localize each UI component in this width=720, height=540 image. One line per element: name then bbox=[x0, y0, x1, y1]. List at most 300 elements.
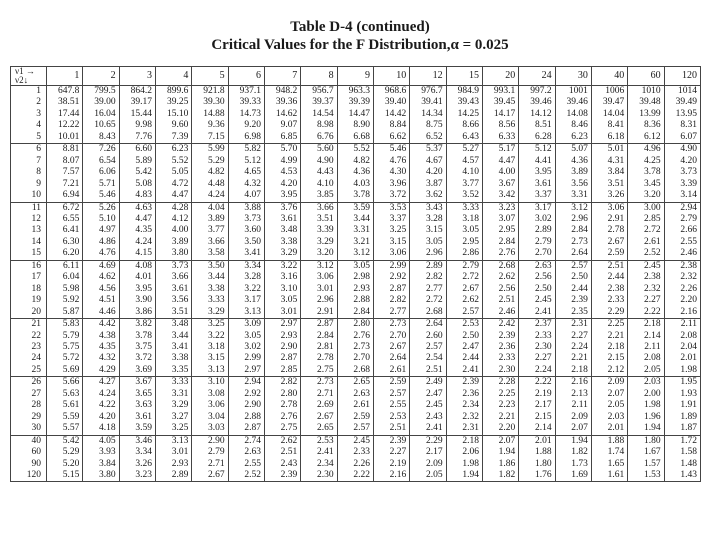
table-cell: 2.43 bbox=[264, 459, 300, 470]
table-cell: 2.05 bbox=[410, 470, 446, 482]
table-cell: 1.72 bbox=[664, 435, 700, 447]
table-cell: 1.69 bbox=[555, 470, 591, 482]
table-cell: 2.38 bbox=[664, 260, 700, 272]
table-cell: 2.27 bbox=[519, 353, 555, 364]
table-cell: 2.64 bbox=[555, 248, 591, 260]
row-header: 28 bbox=[11, 400, 47, 411]
table-row bbox=[11, 144, 701, 156]
table-cell: 3.50 bbox=[228, 237, 264, 248]
table-cell: 2.52 bbox=[628, 248, 664, 260]
row-header: 10 bbox=[11, 190, 47, 202]
table-cell: 3.06 bbox=[192, 400, 228, 411]
table-cell: 4.20 bbox=[264, 179, 300, 190]
table-cell: 2.62 bbox=[446, 295, 482, 306]
table-cell: 993.1 bbox=[482, 86, 518, 98]
table-cell: 1.86 bbox=[482, 459, 518, 470]
table-cell: 3.28 bbox=[410, 214, 446, 225]
row-header: 7 bbox=[11, 156, 47, 167]
table-cell: 2.46 bbox=[664, 248, 700, 260]
table-cell: 2.74 bbox=[228, 435, 264, 447]
table-cell: 2.47 bbox=[446, 342, 482, 353]
table-cell: 948.2 bbox=[264, 86, 300, 98]
row-header: 8 bbox=[11, 167, 47, 178]
table-cell: 864.2 bbox=[119, 86, 155, 98]
table-cell: 2.92 bbox=[228, 389, 264, 400]
table-cell: 3.25 bbox=[155, 423, 191, 435]
table-cell: 39.43 bbox=[446, 97, 482, 108]
table-cell: 3.15 bbox=[373, 237, 409, 248]
table-cell: 14.42 bbox=[373, 109, 409, 120]
table-cell: 2.95 bbox=[482, 225, 518, 236]
table-cell: 2.77 bbox=[373, 307, 409, 319]
column-header: 9 bbox=[337, 67, 373, 86]
table-cell: 14.34 bbox=[410, 109, 446, 120]
table-cell: 3.95 bbox=[119, 284, 155, 295]
table-cell: 2.27 bbox=[373, 447, 409, 458]
table-cell: 4.20 bbox=[664, 156, 700, 167]
table-cell: 1.58 bbox=[664, 447, 700, 458]
table-cell: 2.50 bbox=[446, 331, 482, 342]
table-cell: 8.56 bbox=[482, 120, 518, 131]
table-cell: 2.44 bbox=[591, 272, 627, 283]
table-cell: 4.01 bbox=[119, 272, 155, 283]
table-cell: 3.29 bbox=[155, 400, 191, 411]
table-row bbox=[11, 319, 701, 331]
table-cell: 3.89 bbox=[192, 214, 228, 225]
table-cell: 4.76 bbox=[83, 248, 119, 260]
table-cell: 3.51 bbox=[591, 179, 627, 190]
table-cell: 2.78 bbox=[301, 353, 337, 364]
table-row bbox=[11, 86, 701, 98]
table-cell: 3.78 bbox=[628, 167, 664, 178]
row-header: 22 bbox=[11, 331, 47, 342]
table-cell: 2.61 bbox=[337, 400, 373, 411]
table-cell: 2.39 bbox=[555, 295, 591, 306]
table-cell: 8.46 bbox=[555, 120, 591, 131]
table-cell: 4.86 bbox=[83, 237, 119, 248]
table-cell: 39.39 bbox=[337, 97, 373, 108]
table-cell: 5.75 bbox=[47, 342, 83, 353]
table-cell: 2.57 bbox=[555, 260, 591, 272]
table-cell: 2.56 bbox=[482, 284, 518, 295]
title-block bbox=[0, 18, 720, 54]
table-cell: 1.73 bbox=[555, 459, 591, 470]
table-cell: 2.34 bbox=[301, 459, 337, 470]
table-cell: 39.37 bbox=[301, 97, 337, 108]
table-cell: 3.84 bbox=[591, 167, 627, 178]
table-cell: 3.27 bbox=[155, 412, 191, 423]
column-header: 10 bbox=[373, 67, 409, 86]
table-cell: 3.12 bbox=[555, 202, 591, 214]
table-cell: 2.87 bbox=[264, 353, 300, 364]
table-cell: 2.21 bbox=[591, 331, 627, 342]
table-cell: 6.41 bbox=[47, 225, 83, 236]
table-cell: 2.76 bbox=[264, 412, 300, 423]
table-cell: 5.17 bbox=[482, 144, 518, 156]
table-cell: 1.94 bbox=[482, 447, 518, 458]
table-cell: 38.51 bbox=[47, 97, 83, 108]
table-cell: 3.33 bbox=[446, 202, 482, 214]
table-cell: 5.15 bbox=[47, 470, 83, 482]
table-cell: 2.17 bbox=[519, 400, 555, 411]
table-cell: 3.48 bbox=[155, 319, 191, 331]
table-cell: 2.87 bbox=[301, 319, 337, 331]
table-cell: 2.33 bbox=[337, 447, 373, 458]
table-cell: 4.56 bbox=[83, 284, 119, 295]
table-row bbox=[11, 156, 701, 167]
table-row bbox=[11, 331, 701, 342]
table-cell: 6.12 bbox=[628, 132, 664, 144]
table-cell: 2.26 bbox=[664, 284, 700, 295]
table-cell: 3.23 bbox=[482, 202, 518, 214]
table-cell: 3.67 bbox=[119, 377, 155, 389]
table-cell: 3.78 bbox=[337, 190, 373, 202]
table-cell: 1.98 bbox=[446, 459, 482, 470]
table-cell: 13.99 bbox=[628, 109, 664, 120]
table-cell: 3.87 bbox=[410, 179, 446, 190]
table-cell: 39.45 bbox=[482, 97, 518, 108]
table-cell: 3.22 bbox=[192, 331, 228, 342]
table-cell: 4.82 bbox=[192, 167, 228, 178]
table-cell: 2.81 bbox=[301, 342, 337, 353]
table-cell: 2.16 bbox=[664, 307, 700, 319]
table-cell: 3.07 bbox=[482, 214, 518, 225]
table-cell: 9.07 bbox=[264, 120, 300, 131]
table-cell: 5.12 bbox=[228, 156, 264, 167]
table-cell: 3.85 bbox=[301, 190, 337, 202]
table-cell: 3.73 bbox=[155, 260, 191, 272]
table-cell: 39.41 bbox=[410, 97, 446, 108]
table-cell: 4.67 bbox=[410, 156, 446, 167]
table-cell: 2.79 bbox=[446, 260, 482, 272]
table-row bbox=[11, 400, 701, 411]
table-cell: 5.07 bbox=[555, 144, 591, 156]
table-cell: 4.30 bbox=[373, 167, 409, 178]
table-cell: 3.10 bbox=[264, 284, 300, 295]
corner-v1-label: ν1 → bbox=[15, 66, 35, 76]
table-cell: 14.12 bbox=[519, 109, 555, 120]
table-cell: 39.36 bbox=[264, 97, 300, 108]
table-cell: 2.26 bbox=[337, 459, 373, 470]
row-header: 18 bbox=[11, 284, 47, 295]
table-cell: 2.18 bbox=[446, 435, 482, 447]
table-cell: 5.89 bbox=[119, 156, 155, 167]
table-cell: 2.76 bbox=[337, 331, 373, 342]
table-row bbox=[11, 225, 701, 236]
table-cell: 5.42 bbox=[47, 435, 83, 447]
table-cell: 2.43 bbox=[410, 412, 446, 423]
table-row bbox=[11, 435, 701, 447]
table-cell: 39.46 bbox=[555, 97, 591, 108]
table-cell: 2.70 bbox=[337, 353, 373, 364]
table-cell: 8.43 bbox=[83, 132, 119, 144]
table-cell: 3.15 bbox=[192, 353, 228, 364]
table-cell: 2.25 bbox=[591, 319, 627, 331]
table-cell: 8.66 bbox=[446, 120, 482, 131]
table-cell: 2.97 bbox=[264, 319, 300, 331]
table-cell: 1.43 bbox=[664, 470, 700, 482]
table-cell: 5.29 bbox=[47, 447, 83, 458]
table-cell: 2.04 bbox=[664, 342, 700, 353]
table-cell: 3.66 bbox=[192, 237, 228, 248]
table-cell: 5.52 bbox=[337, 144, 373, 156]
table-cell: 2.49 bbox=[410, 377, 446, 389]
table-cell: 2.07 bbox=[482, 435, 518, 447]
table-cell: 4.18 bbox=[83, 423, 119, 435]
table-cell: 4.10 bbox=[446, 167, 482, 178]
table-cell: 2.45 bbox=[628, 260, 664, 272]
table-cell: 2.85 bbox=[628, 214, 664, 225]
table-cell: 2.51 bbox=[482, 295, 518, 306]
table-cell: 4.48 bbox=[192, 179, 228, 190]
table-cell: 39.48 bbox=[628, 97, 664, 108]
table-cell: 4.62 bbox=[83, 272, 119, 283]
table-cell: 2.15 bbox=[519, 412, 555, 423]
table-cell: 2.78 bbox=[591, 225, 627, 236]
table-cell: 3.35 bbox=[155, 365, 191, 377]
table-row bbox=[11, 190, 701, 202]
table-cell: 3.73 bbox=[664, 167, 700, 178]
table-cell: 2.45 bbox=[410, 400, 446, 411]
table-cell: 8.84 bbox=[373, 120, 409, 131]
table-cell: 1.48 bbox=[664, 459, 700, 470]
table-cell: 6.54 bbox=[83, 156, 119, 167]
table-cell: 1.88 bbox=[591, 435, 627, 447]
table-cell: 2.99 bbox=[373, 260, 409, 272]
table-cell: 2.31 bbox=[446, 423, 482, 435]
table-cell: 14.17 bbox=[482, 109, 518, 120]
table-cell: 17.44 bbox=[47, 109, 83, 120]
table-cell: 3.86 bbox=[119, 307, 155, 319]
table-cell: 3.25 bbox=[192, 319, 228, 331]
table-cell: 4.63 bbox=[119, 202, 155, 214]
table-cell: 6.55 bbox=[47, 214, 83, 225]
column-header-row bbox=[11, 67, 701, 86]
table-cell: 956.7 bbox=[301, 86, 337, 98]
table-cell: 3.33 bbox=[192, 295, 228, 306]
table-cell: 3.89 bbox=[555, 167, 591, 178]
table-cell: 3.22 bbox=[264, 260, 300, 272]
table-cell: 4.83 bbox=[119, 190, 155, 202]
table-cell: 4.90 bbox=[664, 144, 700, 156]
table-cell: 2.39 bbox=[373, 435, 409, 447]
table-cell: 2.87 bbox=[373, 284, 409, 295]
table-cell: 6.62 bbox=[373, 132, 409, 144]
table-cell: 4.69 bbox=[83, 260, 119, 272]
table-cell: 3.02 bbox=[519, 214, 555, 225]
table-cell: 2.11 bbox=[628, 342, 664, 353]
corner-v2-label: ν2↓ bbox=[15, 75, 29, 85]
table-cell: 4.97 bbox=[83, 225, 119, 236]
table-cell: 3.38 bbox=[264, 237, 300, 248]
table-cell: 1.82 bbox=[555, 447, 591, 458]
table-cell: 5.59 bbox=[47, 412, 83, 423]
table-cell: 5.05 bbox=[155, 167, 191, 178]
table-cell: 4.96 bbox=[628, 144, 664, 156]
table-cell: 3.73 bbox=[228, 214, 264, 225]
table-cell: 8.81 bbox=[47, 144, 83, 156]
table-cell: 1001 bbox=[555, 86, 591, 98]
table-cell: 5.10 bbox=[83, 214, 119, 225]
table-cell: 984.9 bbox=[446, 86, 482, 98]
table-cell: 3.09 bbox=[228, 319, 264, 331]
row-header: 26 bbox=[11, 377, 47, 389]
table-cell: 2.09 bbox=[555, 412, 591, 423]
table-cell: 2.67 bbox=[591, 237, 627, 248]
table-cell: 2.80 bbox=[264, 389, 300, 400]
table-cell: 6.33 bbox=[482, 132, 518, 144]
table-cell: 2.33 bbox=[519, 331, 555, 342]
table-cell: 3.26 bbox=[119, 459, 155, 470]
table-row bbox=[11, 295, 701, 306]
table-cell: 2.89 bbox=[519, 225, 555, 236]
row-header: 25 bbox=[11, 365, 47, 377]
table-cell: 2.22 bbox=[628, 307, 664, 319]
table-cell: 2.90 bbox=[192, 435, 228, 447]
table-cell: 3.88 bbox=[228, 202, 264, 214]
table-cell: 2.84 bbox=[337, 307, 373, 319]
row-header: 6 bbox=[11, 144, 47, 156]
table-cell: 5.46 bbox=[373, 144, 409, 156]
table-cell: 3.69 bbox=[119, 365, 155, 377]
table-row bbox=[11, 284, 701, 295]
table-cell: 3.28 bbox=[228, 272, 264, 283]
table-cell: 2.29 bbox=[591, 307, 627, 319]
row-header: 9 bbox=[11, 179, 47, 190]
table-cell: 3.05 bbox=[228, 331, 264, 342]
column-header: 60 bbox=[628, 67, 664, 86]
table-cell: 2.89 bbox=[410, 260, 446, 272]
table-row bbox=[11, 447, 701, 458]
table-cell: 4.53 bbox=[264, 167, 300, 178]
table-cell: 2.55 bbox=[664, 237, 700, 248]
table-cell: 3.20 bbox=[301, 248, 337, 260]
table-cell: 3.17 bbox=[519, 202, 555, 214]
table-cell: 1.93 bbox=[664, 389, 700, 400]
row-header: 16 bbox=[11, 260, 47, 272]
table-cell: 3.90 bbox=[119, 295, 155, 306]
table-cell: 6.52 bbox=[410, 132, 446, 144]
table-cell: 3.39 bbox=[664, 179, 700, 190]
table-row bbox=[11, 365, 701, 377]
row-header: 1 bbox=[11, 86, 47, 98]
table-cell: 3.76 bbox=[264, 202, 300, 214]
table-cell: 4.51 bbox=[83, 295, 119, 306]
table-cell: 3.18 bbox=[446, 214, 482, 225]
table-cell: 2.96 bbox=[410, 248, 446, 260]
table-cell: 4.12 bbox=[155, 214, 191, 225]
table-cell: 3.29 bbox=[301, 237, 337, 248]
table-cell: 4.00 bbox=[155, 225, 191, 236]
table-cell: 3.01 bbox=[264, 307, 300, 319]
table-cell: 12.22 bbox=[47, 120, 83, 131]
row-header: 19 bbox=[11, 295, 47, 306]
table-row bbox=[11, 97, 701, 108]
table-cell: 3.23 bbox=[119, 470, 155, 482]
table-cell: 2.69 bbox=[301, 400, 337, 411]
table-cell: 5.66 bbox=[47, 377, 83, 389]
table-cell: 4.10 bbox=[301, 179, 337, 190]
table-row bbox=[11, 389, 701, 400]
table-cell: 5.69 bbox=[47, 365, 83, 377]
table-cell: 2.80 bbox=[337, 319, 373, 331]
table-cell: 5.12 bbox=[519, 144, 555, 156]
table-cell: 3.14 bbox=[664, 190, 700, 202]
table-cell: 5.63 bbox=[47, 389, 83, 400]
table-cell: 2.67 bbox=[192, 470, 228, 482]
table-cell: 2.93 bbox=[264, 331, 300, 342]
table-cell: 6.43 bbox=[446, 132, 482, 144]
table-cell: 3.39 bbox=[301, 225, 337, 236]
table-cell: 2.24 bbox=[555, 342, 591, 353]
table-cell: 899.6 bbox=[155, 86, 191, 98]
table-cell: 2.70 bbox=[373, 331, 409, 342]
table-cell: 5.20 bbox=[47, 459, 83, 470]
table-cell: 2.39 bbox=[482, 331, 518, 342]
table-cell: 3.80 bbox=[83, 470, 119, 482]
table-cell: 4.32 bbox=[228, 179, 264, 190]
table-cell: 3.06 bbox=[591, 202, 627, 214]
table-cell: 2.84 bbox=[301, 331, 337, 342]
table-cell: 39.00 bbox=[83, 97, 119, 108]
table-cell: 3.56 bbox=[155, 295, 191, 306]
row-header: 90 bbox=[11, 459, 47, 470]
column-header: 4 bbox=[155, 67, 191, 86]
table-cell: 3.61 bbox=[119, 412, 155, 423]
table-cell: 5.26 bbox=[83, 202, 119, 214]
table-cell: 2.21 bbox=[555, 353, 591, 364]
table-cell: 2.96 bbox=[301, 295, 337, 306]
table-cell: 647.8 bbox=[47, 86, 83, 98]
table-cell: 2.36 bbox=[482, 342, 518, 353]
table-cell: 2.38 bbox=[628, 272, 664, 283]
table-cell: 1.53 bbox=[628, 470, 664, 482]
table-cell: 2.32 bbox=[628, 284, 664, 295]
table-cell: 2.18 bbox=[555, 365, 591, 377]
table-cell: 2.85 bbox=[264, 365, 300, 377]
table-cell: 2.41 bbox=[519, 307, 555, 319]
table-cell: 2.09 bbox=[591, 377, 627, 389]
table-cell: 2.33 bbox=[591, 295, 627, 306]
table-cell: 8.07 bbox=[47, 156, 83, 167]
table-cell: 3.25 bbox=[373, 225, 409, 236]
table-cell: 15.10 bbox=[155, 109, 191, 120]
table-row bbox=[11, 412, 701, 423]
table-cell: 2.73 bbox=[555, 237, 591, 248]
table-cell: 2.53 bbox=[373, 412, 409, 423]
table-cell: 2.87 bbox=[228, 423, 264, 435]
table-cell: 4.27 bbox=[83, 377, 119, 389]
table-cell: 3.15 bbox=[410, 225, 446, 236]
table-cell: 3.77 bbox=[446, 179, 482, 190]
table-cell: 2.39 bbox=[446, 377, 482, 389]
table-cell: 3.18 bbox=[192, 342, 228, 353]
row-header: 13 bbox=[11, 225, 47, 236]
table-cell: 4.35 bbox=[83, 342, 119, 353]
row-header: 40 bbox=[11, 435, 47, 447]
table-row bbox=[11, 470, 701, 482]
table-cell: 5.57 bbox=[47, 423, 83, 435]
table-cell: 2.59 bbox=[591, 248, 627, 260]
table-cell: 2.53 bbox=[446, 319, 482, 331]
table-cell: 2.05 bbox=[591, 400, 627, 411]
row-header: 23 bbox=[11, 342, 47, 353]
table-cell: 963.3 bbox=[337, 86, 373, 98]
table-cell: 2.99 bbox=[228, 353, 264, 364]
column-header: 3 bbox=[119, 67, 155, 86]
table-cell: 6.11 bbox=[47, 260, 83, 272]
table-cell: 4.24 bbox=[192, 190, 228, 202]
